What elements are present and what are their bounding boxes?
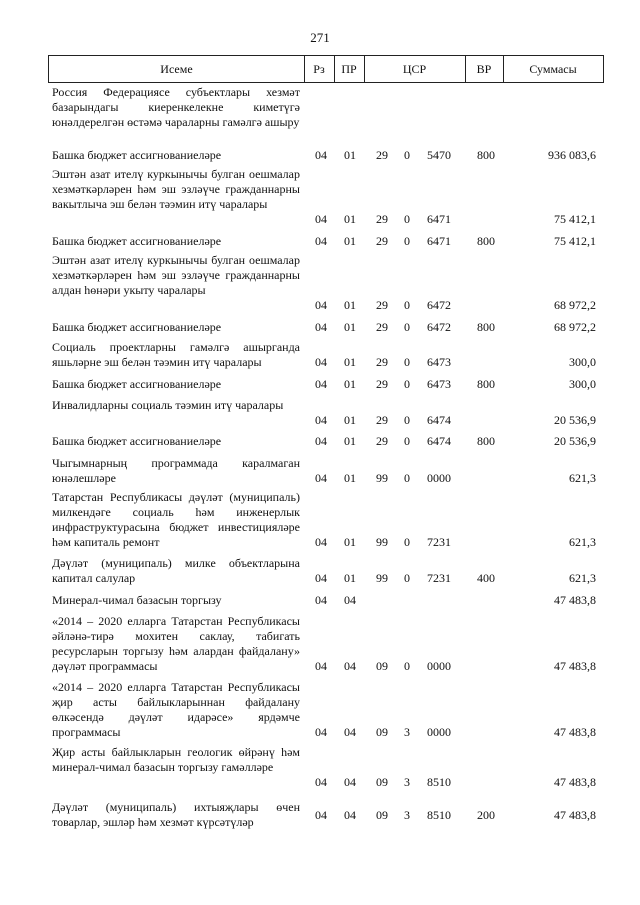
row-csr-subprogram: 0: [404, 298, 410, 312]
row-name: Минерал-чимал базасын торгызу: [52, 593, 222, 607]
table-row: [0, 148, 640, 163]
row-pr: 04: [344, 725, 356, 739]
table-row: [0, 377, 640, 392]
row-name: Башка бюджет ассигнованиеләре: [52, 234, 222, 248]
row-csr-direction: 0000: [427, 471, 451, 485]
row-csr-direction: 0000: [427, 659, 451, 673]
row-vr: 400: [477, 571, 495, 585]
row-rz: 04: [315, 234, 327, 248]
row-vr: 800: [477, 434, 495, 448]
row-pr: 04: [344, 808, 356, 822]
row-rz: 04: [315, 725, 327, 739]
row-csr-direction: 0000: [427, 725, 451, 739]
row-sum: 621,3: [569, 571, 596, 585]
row-pr: 01: [344, 571, 356, 585]
row-csr-subprogram: 0: [404, 320, 410, 334]
row-sum: 300,0: [569, 355, 596, 369]
row-csr-subprogram: 3: [404, 775, 410, 789]
row-pr: 04: [344, 659, 356, 673]
row-name: Социаль проектларны гамәлгә ашырганда яшьләрне эш белән тәэмин итү чаралары: [52, 340, 300, 369]
row-sum: 47 483,8: [554, 725, 596, 739]
row-sum: 47 483,8: [554, 659, 596, 673]
row-name: Инвалидларны социаль тәэмин итү чаралары: [52, 398, 284, 412]
row-csr-direction: 6473: [427, 377, 451, 391]
row-name: Башка бюджет ассигнованиеләре: [52, 148, 222, 162]
row-vr: 800: [477, 320, 495, 334]
row-pr: 04: [344, 775, 356, 789]
row-csr-program: 29: [376, 298, 388, 312]
row-sum: 621,3: [569, 535, 596, 549]
row-rz: 04: [315, 571, 327, 585]
row-pr: 01: [344, 471, 356, 485]
row-name: Дәүләт (муниципаль) ихтыяҗлары өчен товарлар, эшләр һәм хезмәт күрсәтүләр: [52, 800, 300, 829]
row-sum: 47 483,8: [554, 808, 596, 822]
row-vr: 800: [477, 234, 495, 248]
row-csr-program: 29: [376, 148, 388, 162]
table-row: [0, 593, 640, 608]
row-sum: 68 972,2: [554, 320, 596, 334]
row-csr-subprogram: 0: [404, 234, 410, 248]
page-number: 271: [310, 30, 330, 45]
row-pr: 01: [344, 298, 356, 312]
header-sum: Суммасы: [529, 62, 577, 76]
row-rz: 04: [315, 434, 327, 448]
row-pr: 01: [344, 535, 356, 549]
table-row: [0, 234, 640, 249]
table-row: [0, 490, 640, 550]
row-pr: 01: [344, 320, 356, 334]
table-header: [48, 55, 604, 83]
row-pr: 01: [344, 234, 356, 248]
table-row: [0, 320, 640, 335]
table-row: [0, 253, 640, 313]
row-csr-program: 09: [376, 775, 388, 789]
row-rz: 04: [315, 148, 327, 162]
row-csr-direction: 7231: [427, 535, 451, 549]
header-csr: ЦСР: [402, 62, 427, 76]
row-csr-direction: 6474: [427, 434, 451, 448]
table-row: [0, 398, 640, 428]
row-csr-subprogram: 0: [404, 413, 410, 427]
row-rz: 04: [315, 775, 327, 789]
table-row: [0, 167, 640, 227]
row-name: Чыгымнарның программада каралмаган юнәлешләре: [52, 456, 300, 485]
row-vr: 800: [477, 377, 495, 391]
row-pr: 04: [344, 593, 356, 607]
row-vr: 800: [477, 148, 495, 162]
row-pr: 01: [344, 212, 356, 226]
table-row: [0, 745, 640, 790]
row-rz: 04: [315, 320, 327, 334]
row-csr-direction: 8510: [427, 808, 451, 822]
row-pr: 01: [344, 355, 356, 369]
row-csr-program: 09: [376, 808, 388, 822]
row-name: Башка бюджет ассигнованиеләре: [52, 434, 222, 448]
row-csr-program: 99: [376, 571, 388, 585]
row-name: Россия Федерациясе субъектлары хезмәт базарындагы киеренкелекне киметүгә юнәлдерелгән өстәмә чараларны гамәлгә ашыру: [52, 85, 300, 129]
row-sum: 936 083,6: [548, 148, 596, 162]
row-csr-program: 99: [376, 471, 388, 485]
row-pr: 01: [344, 413, 356, 427]
row-csr-program: 29: [376, 377, 388, 391]
table-row: [0, 340, 640, 370]
row-csr-subprogram: 0: [404, 659, 410, 673]
row-name: «2014 – 2020 елларга Татарстан Республикасы җир асты байлыкларыннан файдалану өлкәсендә дәүләт идарәсе» ярдәмче программасы: [52, 680, 300, 739]
row-csr-direction: 6471: [427, 212, 451, 226]
row-sum: 75 412,1: [554, 234, 596, 248]
header-vr: ВР: [476, 62, 492, 76]
row-vr: 200: [477, 808, 495, 822]
row-csr-direction: 5470: [427, 148, 451, 162]
header-name: Исеме: [160, 62, 193, 76]
row-csr-subprogram: 3: [404, 725, 410, 739]
row-csr-direction: 6472: [427, 320, 451, 334]
row-sum: 47 483,8: [554, 775, 596, 789]
row-name: «2014 – 2020 елларга Татарстан Республикасы әйләнә-тирә мохитен саклау, табигать ресурсларын торгызу һәм алардан файдалану» дәүләт программасы: [52, 614, 300, 673]
row-name: Башка бюджет ассигнованиеләре: [52, 377, 222, 391]
row-csr-subprogram: 0: [404, 212, 410, 226]
row-csr-subprogram: 0: [404, 535, 410, 549]
row-csr-subprogram: 0: [404, 471, 410, 485]
row-csr-subprogram: 0: [404, 355, 410, 369]
row-csr-program: 09: [376, 659, 388, 673]
row-rz: 04: [315, 212, 327, 226]
table-row: [0, 800, 640, 830]
row-csr-direction: 6473: [427, 355, 451, 369]
row-rz: 04: [315, 593, 327, 607]
table-row: [0, 456, 640, 486]
row-csr-direction: 8510: [427, 775, 451, 789]
row-pr: 01: [344, 148, 356, 162]
row-csr-direction: 7231: [427, 571, 451, 585]
row-csr-program: 29: [376, 320, 388, 334]
row-csr-subprogram: 0: [404, 377, 410, 391]
row-csr-program: 09: [376, 725, 388, 739]
row-rz: 04: [315, 808, 327, 822]
table-row: [0, 614, 640, 674]
row-name: Дәүләт (муниципаль) милке объектларына капитал салулар: [52, 556, 300, 585]
row-rz: 04: [315, 535, 327, 549]
row-sum: 300,0: [569, 377, 596, 391]
row-csr-direction: 6472: [427, 298, 451, 312]
row-rz: 04: [315, 413, 327, 427]
table-row: [0, 434, 640, 449]
row-sum: 20 536,9: [554, 434, 596, 448]
row-csr-subprogram: 3: [404, 808, 410, 822]
row-name: Эштән азат ителү куркынычы булган оешмалар хезмәткәрләрен һәм эш эзләүче гражданнарны вакытлыча эш белән тәэмин итү чаралары: [52, 167, 300, 211]
row-name: Башка бюджет ассигнованиеләре: [52, 320, 222, 334]
row-csr-program: 29: [376, 234, 388, 248]
row-rz: 04: [315, 659, 327, 673]
row-csr-subprogram: 0: [404, 148, 410, 162]
row-name: Җир асты байлыкларын геологик өйрәнү һәм минерал-чимал базасын торгызу гамәлләре: [52, 745, 300, 774]
row-sum: 621,3: [569, 471, 596, 485]
row-csr-program: 29: [376, 413, 388, 427]
row-csr-program: 29: [376, 355, 388, 369]
table-row: [0, 680, 640, 740]
row-name: Эштән азат ителү куркынычы булган оешмалар хезмәткәрләрен һәм эш эзләүче гражданнарны алдан һөнәри укыту чаралары: [52, 253, 300, 297]
header-rz: Рз: [313, 62, 325, 76]
row-rz: 04: [315, 377, 327, 391]
table-row: [0, 85, 640, 145]
table-row: [0, 556, 640, 586]
row-csr-subprogram: 0: [404, 434, 410, 448]
row-csr-direction: 6474: [427, 413, 451, 427]
row-pr: 01: [344, 434, 356, 448]
header-pr: ПР: [341, 62, 357, 76]
row-csr-program: 29: [376, 434, 388, 448]
row-name: Татарстан Республикасы дәүләт (муниципаль) милкендәге социаль һәм инженерлык инфраструктурасына бюджет инвестицияләре һәм капиталь ремонт: [52, 490, 300, 549]
row-csr-program: 99: [376, 535, 388, 549]
row-rz: 04: [315, 298, 327, 312]
row-csr-subprogram: 0: [404, 571, 410, 585]
row-sum: 20 536,9: [554, 413, 596, 427]
row-sum: 47 483,8: [554, 593, 596, 607]
row-csr-program: 29: [376, 212, 388, 226]
row-rz: 04: [315, 471, 327, 485]
row-sum: 68 972,2: [554, 298, 596, 312]
row-csr-direction: 6471: [427, 234, 451, 248]
row-rz: 04: [315, 355, 327, 369]
row-sum: 75 412,1: [554, 212, 596, 226]
row-pr: 01: [344, 377, 356, 391]
